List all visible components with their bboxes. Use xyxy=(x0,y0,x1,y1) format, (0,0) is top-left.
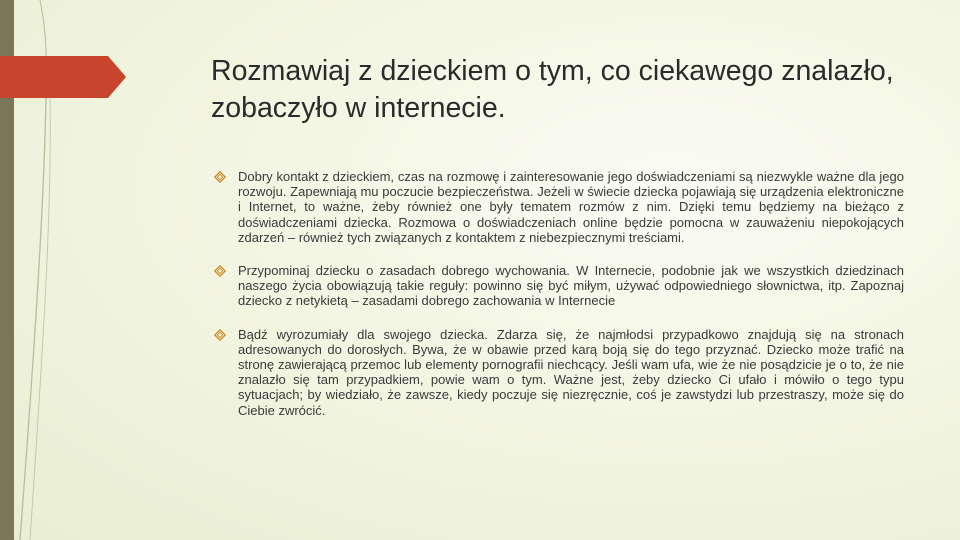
bullet-text: Bądź wyrozumiały dla swojego dziecka. Zdarza się, że najmłodsi przypadkowo znajdują się na stronach adresowanych do dorosłych. Bywa, że w obawie przed karą boją się do tego przyznać. Dziecko może trafić na stronę zawierającą przemoc lub elementy pornografii niechcący. Jeśli wam ufa, wie że nie posądzicie je o to, że nie znalazło się tam przypadkiem, powie wam o tym. Ważne jest, żeby dziecko Ci ufało i mówiło o tego typu sytuacjach; by wiedziało, że zawsze, kiedy poczuje się niezręcznie, coś je zawstydzi lub przestraszy, może się do Ciebie zwrócić. xyxy=(238,326,904,418)
decorative-stem-line xyxy=(30,98,50,540)
bullet-item xyxy=(214,327,904,418)
bullet-text: Dobry kontakt z dzieckiem, czas na rozmowę i zainteresowanie jego doświadczeniami są niezwykle ważne dla jego rozwoju. Zapewniają mu poczucie bezpieczeństwa. Jeżeli w świecie dziecka pojawiają się urządzenia elektroniczne i Internet, to ważne, żeby również one były tematem rozmów z nim. Dzięki temu będziemy na bieżąco z doświadczeniami dziecka. Rozmowa o doświadczeniach online będzie pomocna w zauważeniu niepokojących zdarzeń – również tych związanych z kontaktem z niebezpiecznymi treściami. xyxy=(238,169,904,245)
bullet-text: Przypominaj dziecku o zasadach dobrego wychowania. W Internecie, podobnie jak we wszystkich dziedzinach naszego życia obowiązują takie reguły: powinno się być miłym, używać odpowiedniego słownictwa, itp. Zapoznaj dziecko z netykietą – zasadami dobrego zachowania w Internecie xyxy=(238,263,904,309)
diamond-outline-icon xyxy=(214,265,226,277)
diamond-outline-icon xyxy=(214,171,226,183)
red-arrow-banner xyxy=(0,56,126,98)
decorative-stem-line xyxy=(40,0,46,56)
decorative-lines xyxy=(0,0,140,540)
bullet-item xyxy=(214,169,904,245)
diamond-outline-icon xyxy=(214,329,226,341)
bullet-item xyxy=(214,263,904,309)
slide-title: Rozmawiaj z dzieckiem o tym, co ciekawego znalazło, zobaczyło w internecie. xyxy=(211,55,894,124)
decorative-stem-line xyxy=(20,98,46,540)
bullet-list xyxy=(214,169,904,436)
